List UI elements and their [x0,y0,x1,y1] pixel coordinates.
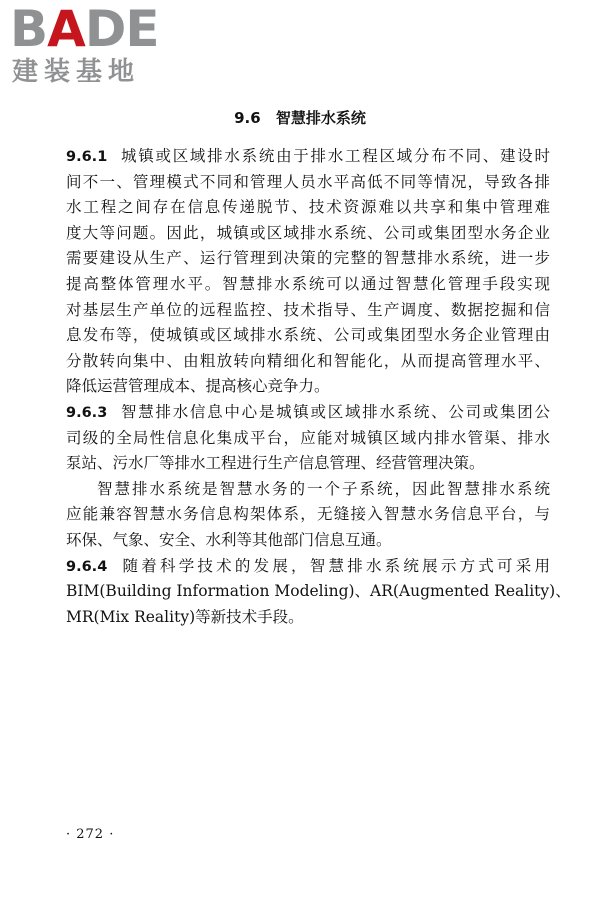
text-line: 司级的全局性信息化集成平台，应能对城镇区域内排水管渠、排水 [66,428,550,447]
logo-letter-b: B [10,0,48,58]
text-line: MR(Mix Reality)等新技术手段。 [66,607,304,626]
clause-number: 9.6.4 [66,558,108,575]
text-line [66,144,550,170]
clause-9-6-1 [66,144,550,400]
logo-subtitle: 建装基地 [12,57,141,87]
logo-letter-a-accent: A [47,0,85,58]
line-text: 城镇或区域排水系统由于排水工程区域分布不同、建设时 [119,147,550,165]
body-text [66,144,571,630]
section-title: 智慧排水系统 [275,109,366,127]
logo-letters-de: DE [84,0,159,58]
text-line: 水工程之间存在信息传递脱节、技术资源难以共享和集中管理难 [66,198,550,217]
text-line: 分散转向集中、由粗放转向精细化和智能化，从而提高管理水平、 [66,351,550,370]
text-line: 息发布等，使城镇或区域排水系统、公司或集团型水务企业管理由 [66,326,550,345]
text-line: 度大等问题。因此，城镇或区域排水系统、公司或集团型水务企业 [66,223,550,242]
text-line: 降低运营管理成本、提高核心竞争力。 [66,377,330,396]
line-text: 智慧排水信息中心是城镇或区域排水系统、公司或集团公 [119,402,550,421]
text-line: 智慧排水系统是智慧水务的一个子系统，因此智慧排水系统 [97,479,550,498]
text-line [66,554,550,580]
text-line: 环保、气象、安全、水利等其他部门信息互通。 [66,530,392,549]
text-line: 泵站、污水厂等排水工程进行生产信息管理、经营管理决策。 [66,454,485,473]
section-heading [0,106,600,130]
text-line: 对基层生产单位的远程监控、技术指导、生产调度、数据挖掘和信 [66,300,550,319]
clause-9-6-4 [66,554,571,631]
logo-wordmark [10,0,159,58]
clause-number: 9.6.1 [66,149,108,165]
text-line: 间不一、管理模式不同和管理人员水平高低不同等情况，导致各排 [66,172,550,191]
page-number: · 272 · [66,827,115,842]
line-text: 随着科学技术的发展，智慧排水系统展示方式可采用 [119,556,550,575]
text-line: 提高整体管理水平。智慧排水系统可以通过智慧化管理手段实现 [66,274,550,293]
text-line: BIM(Building Information Modeling)、AR(Augmented Reality)、 [66,582,571,601]
clause-9-6-3-continuation [66,477,550,554]
text-line [66,400,550,426]
text-line: 应能兼容智慧水务信息构架体系，无缝接入智慧水务信息平台，与 [66,505,550,524]
clause-9-6-3 [66,400,550,477]
bade-logo [10,0,175,88]
text-line: 需要建设从生产、运行管理到决策的完整的智慧排水系统，进一步 [66,249,550,268]
section-number: 9.6 [234,109,261,127]
clause-number: 9.6.3 [66,404,108,421]
